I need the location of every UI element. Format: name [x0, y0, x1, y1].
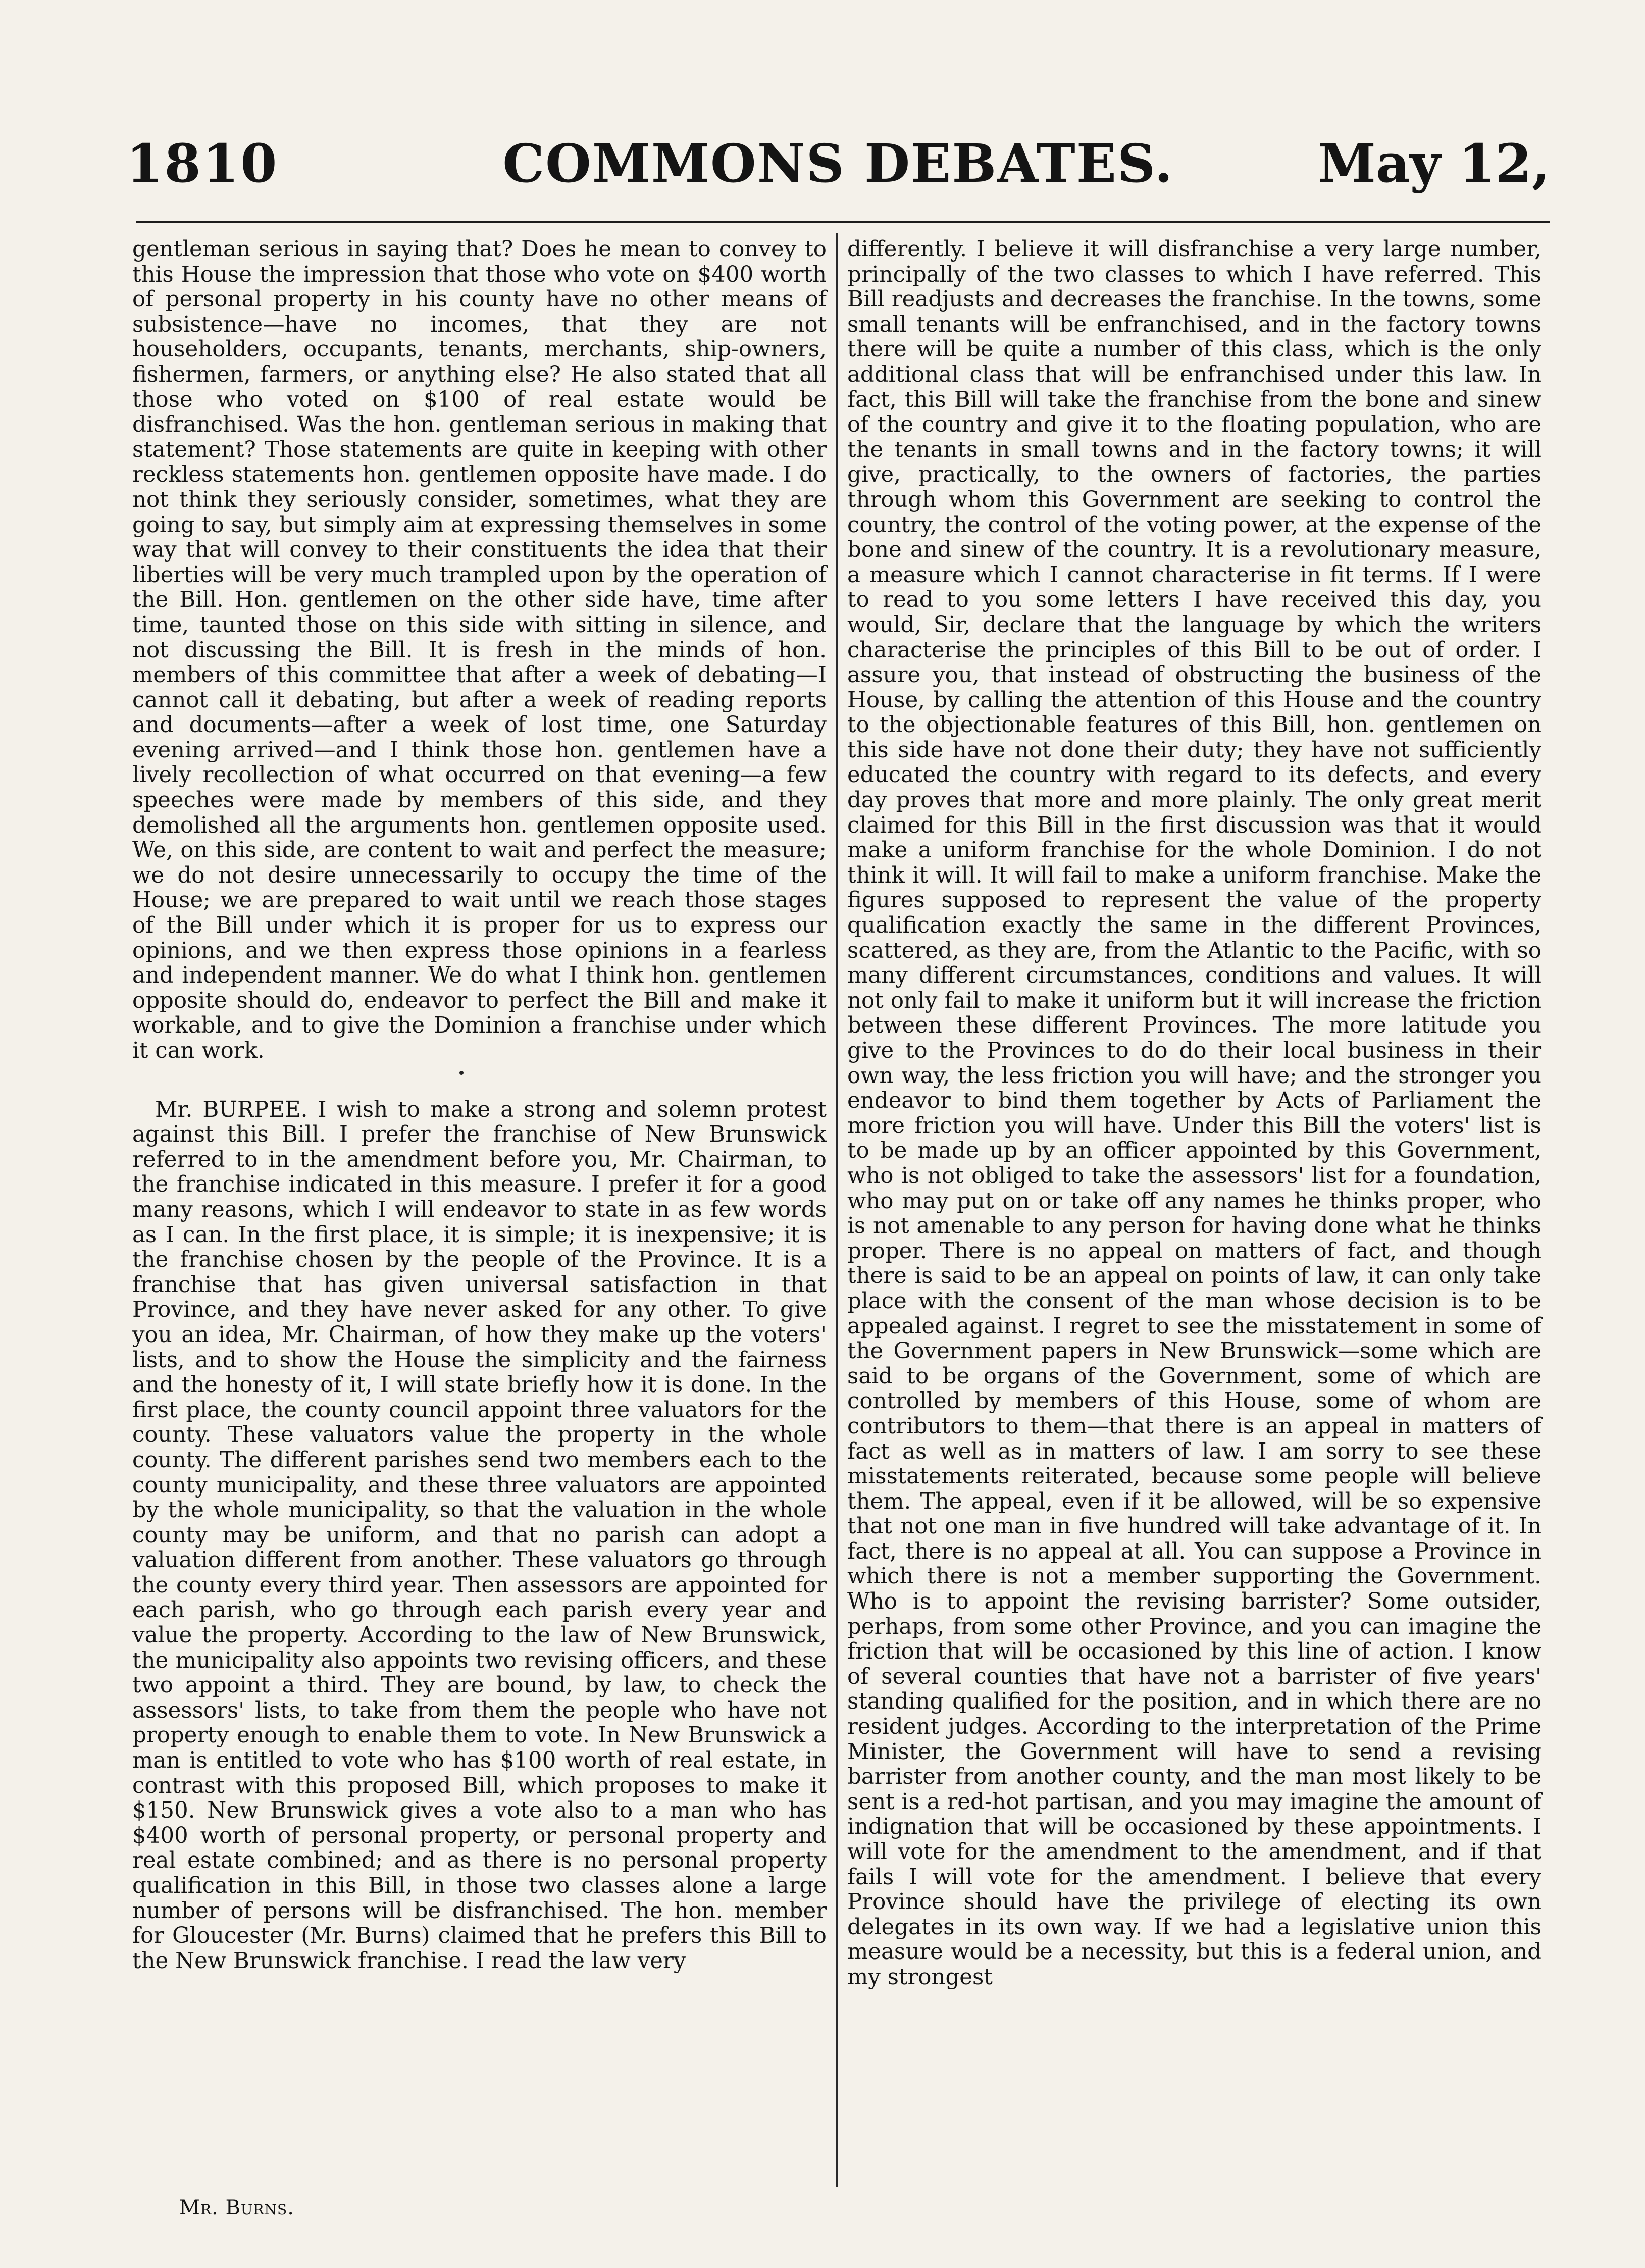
column-divider: [836, 233, 838, 2187]
section-separator: [459, 1071, 464, 1075]
paragraph: differently. I believe it will disfranchise a very large number, principally of the two classes to which I have referred. This Bill readjusts and decreases the franchise. In the towns, some small tenants will be enfranchised, and in the factory towns there will be quite a number of this class, which is the only additional class that will be enfranchised under this law. In fact, this Bill will take the franchise from the bone and sinew of the country and give it to the floating population, who are the tenants in small towns and in the factory towns; it will give, practically, to the owners of factories, the parties through whom this Government are seeking to control the country, the control of the voting power, at the expense of the bone and sinew of the country. It is a revolutionary measure, a measure which I cannot characterise in fit terms. If I were to read to you some letters I have received this day, you would, Sir, declare that the language by which the writers characterise the principles of this Bill to be out of order. I assure you, that instead of obstructing the business of the House, by calling the attention of this House and the country to the objectionable features of this Bill, hon. gentlemen on this side have not done their duty; they have not sufficiently educated the country with regard to its defects, and every day proves that more and more plainly. The only great merit claimed for this Bill in the first discussion was that it would make a uniform franchise for the whole Dominion. I do not think it will. It will fail to make a uniform franchise. Make the figures supposed to represent the value of the property qualification exactly the same in the different Provinces, scattered, as they are, from the Atlantic to the Pacific, with so many different circumstances, conditions and values. It will not only fail to make it uniform but it will increase the friction between these different Provinces. The more latitude you give to the Provinces to do do their local business in their own way, the less friction you will have; and the stronger you endeavor to bind them together by Acts of Parliament the more friction you will have. Under this Bill the voters' list is to be made up by an officer appointed by this Government, who is not obliged to take the assessors' list for a foundation, who may put on or take off any names he thinks proper, who is not amenable to any person for having done what he thinks proper. There is no appeal on matters of fact, and though there is said to be an appeal on points of law, it can only take place with the consent of the man whose decision is to be appealed against. I regret to see the misstatement in some of the Government papers in New Brunswick—some which are said to be organs of the Government, some of which are controlled by members of this House, some of whom are contributors to them—that there is an appeal in matters of fact as well as in matters of law. I am sorry to see these misstatements reiterated, because some people will believe them. The appeal, even if it be allowed, will be so expensive that not one man in five hundred will take advantage of it. In fact, there is no appeal at all. You can suppose a Province in which there is not a member supporting the Government. Who is to appoint the revising barrister? Some outsider, perhaps, from some other Province, and you can imagine the friction that will be occasioned by this line of action. I know of several counties that have not a barrister of five years' standing qualified for the position, and in which there are no resident judges. According to the interpretation of the Prime Minister, the Government will have to send a revising barrister from another county, and the man most likely to be sent is a red-hot partisan, and you may imagine the amount of indignation that will be occasioned by these appointments. I will vote for the amendment to the amendment, and if that fails I will vote for the amendment. I believe that every Province should have the privilege of electing its own delegates in its own way. If we had a legislative union this measure would be a necessity, but this is a federal union, and my strongest: [847, 237, 1541, 1990]
page-header: [126, 132, 1550, 208]
running-title: COMMONS DEBATES.: [502, 132, 1174, 194]
page-number: 1810: [126, 132, 279, 194]
left-column: [132, 237, 827, 1974]
footer-speaker-name: Mr. Burns.: [179, 2196, 294, 2220]
date-heading: May 12,: [1317, 132, 1550, 194]
right-column: [847, 237, 1541, 1990]
paragraph: Mr. BURPEE. I wish to make a strong and solemn protest against this Bill. I prefer the franchise of New Brunswick referred to in the amendment before you, Mr. Chairman, to the franchise indicated in this measure. I prefer it for a good many reasons, which I will endeavor to state in as few words as I can. In the first place, it is simple; it is inexpensive; it is the franchise chosen by the people of the Province. It is a franchise that has given universal satisfaction in that Province, and they have never asked for any other. To give you an idea, Mr. Chairman, of how they make up the voters' lists, and to show the House the simplicity and the fairness and the honesty of it, I will state briefly how it is done. In the first place, the county council appoint three valuators for the county. These valuators value the property in the whole county. The different parishes send two members each to the county municipality, and these three valuators are appointed by the whole municipality, so that the valuation in the whole county may be uniform, and that no parish can adopt a valuation different from another. These valuators go through the county every third year. Then assessors are appointed for each parish, who go through each parish every year and value the property. According to the law of New Brunswick, the municipality also appoints two revising officers, and these two appoint a third. They are bound, by law, to check the assessors' lists, to take from them the people who have not property enough to enable them to vote. In New Brunswick a man is entitled to vote who has $100 worth of real estate, in contrast with this proposed Bill, which proposes to make it $150. New Brunswick gives a vote also to a man who has $400 worth of personal property, or personal property and real estate combined; and as there is no personal property qualification in this Bill, in those two classes alone a large number of persons will be disfranchised. The hon. member for Gloucester (Mr. Burns) claimed that he prefers this Bill to the New Brunswick franchise. I read the law very: [132, 1097, 827, 1974]
header-rule: [136, 221, 1550, 223]
paragraph: gentleman serious in saying that? Does he mean to convey to this House the impression that those who vote on $400 worth of personal property in his county have no other means of subsistence—have no incomes, that they are not householders, occupants, tenants, merchants, ship-owners, fishermen, farmers, or anything else? He also stated that all those who voted on $100 of real estate would be disfranchised. Was the hon. gentleman serious in making that statement? Those statements are quite in keeping with other reckless statements hon. gentlemen opposite have made. I do not think they seriously consider, sometimes, what they are going to say, but simply aim at expressing themselves in some way that will convey to their constituents the idea that their liberties will be very much trampled upon by the operation of the Bill. Hon. gentlemen on the other side have, time after time, taunted those on this side with sitting in silence, and not discussing the Bill. It is fresh in the minds of hon. members of this committee that after a week of debating—I cannot call it debating, but after a week of reading reports and documents—after a week of lost time, one Saturday evening arrived—and I think those hon. gentlemen have a lively recollection of what occurred on that evening—a few speeches were made by members of this side, and they demolished all the arguments hon. gentlemen opposite used. We, on this side, are content to wait and perfect the measure; we do not desire unnecessarily to occupy the time of the House; we are prepared to wait until we reach those stages of the Bill under which it is proper for us to express our opinions, and we then express those opinions in a fearless and independent manner. We do what I think hon. gentlemen opposite should do, endeavor to perfect the Bill and make it workable, and to give the Dominion a franchise under which it can work.: [132, 237, 827, 1063]
